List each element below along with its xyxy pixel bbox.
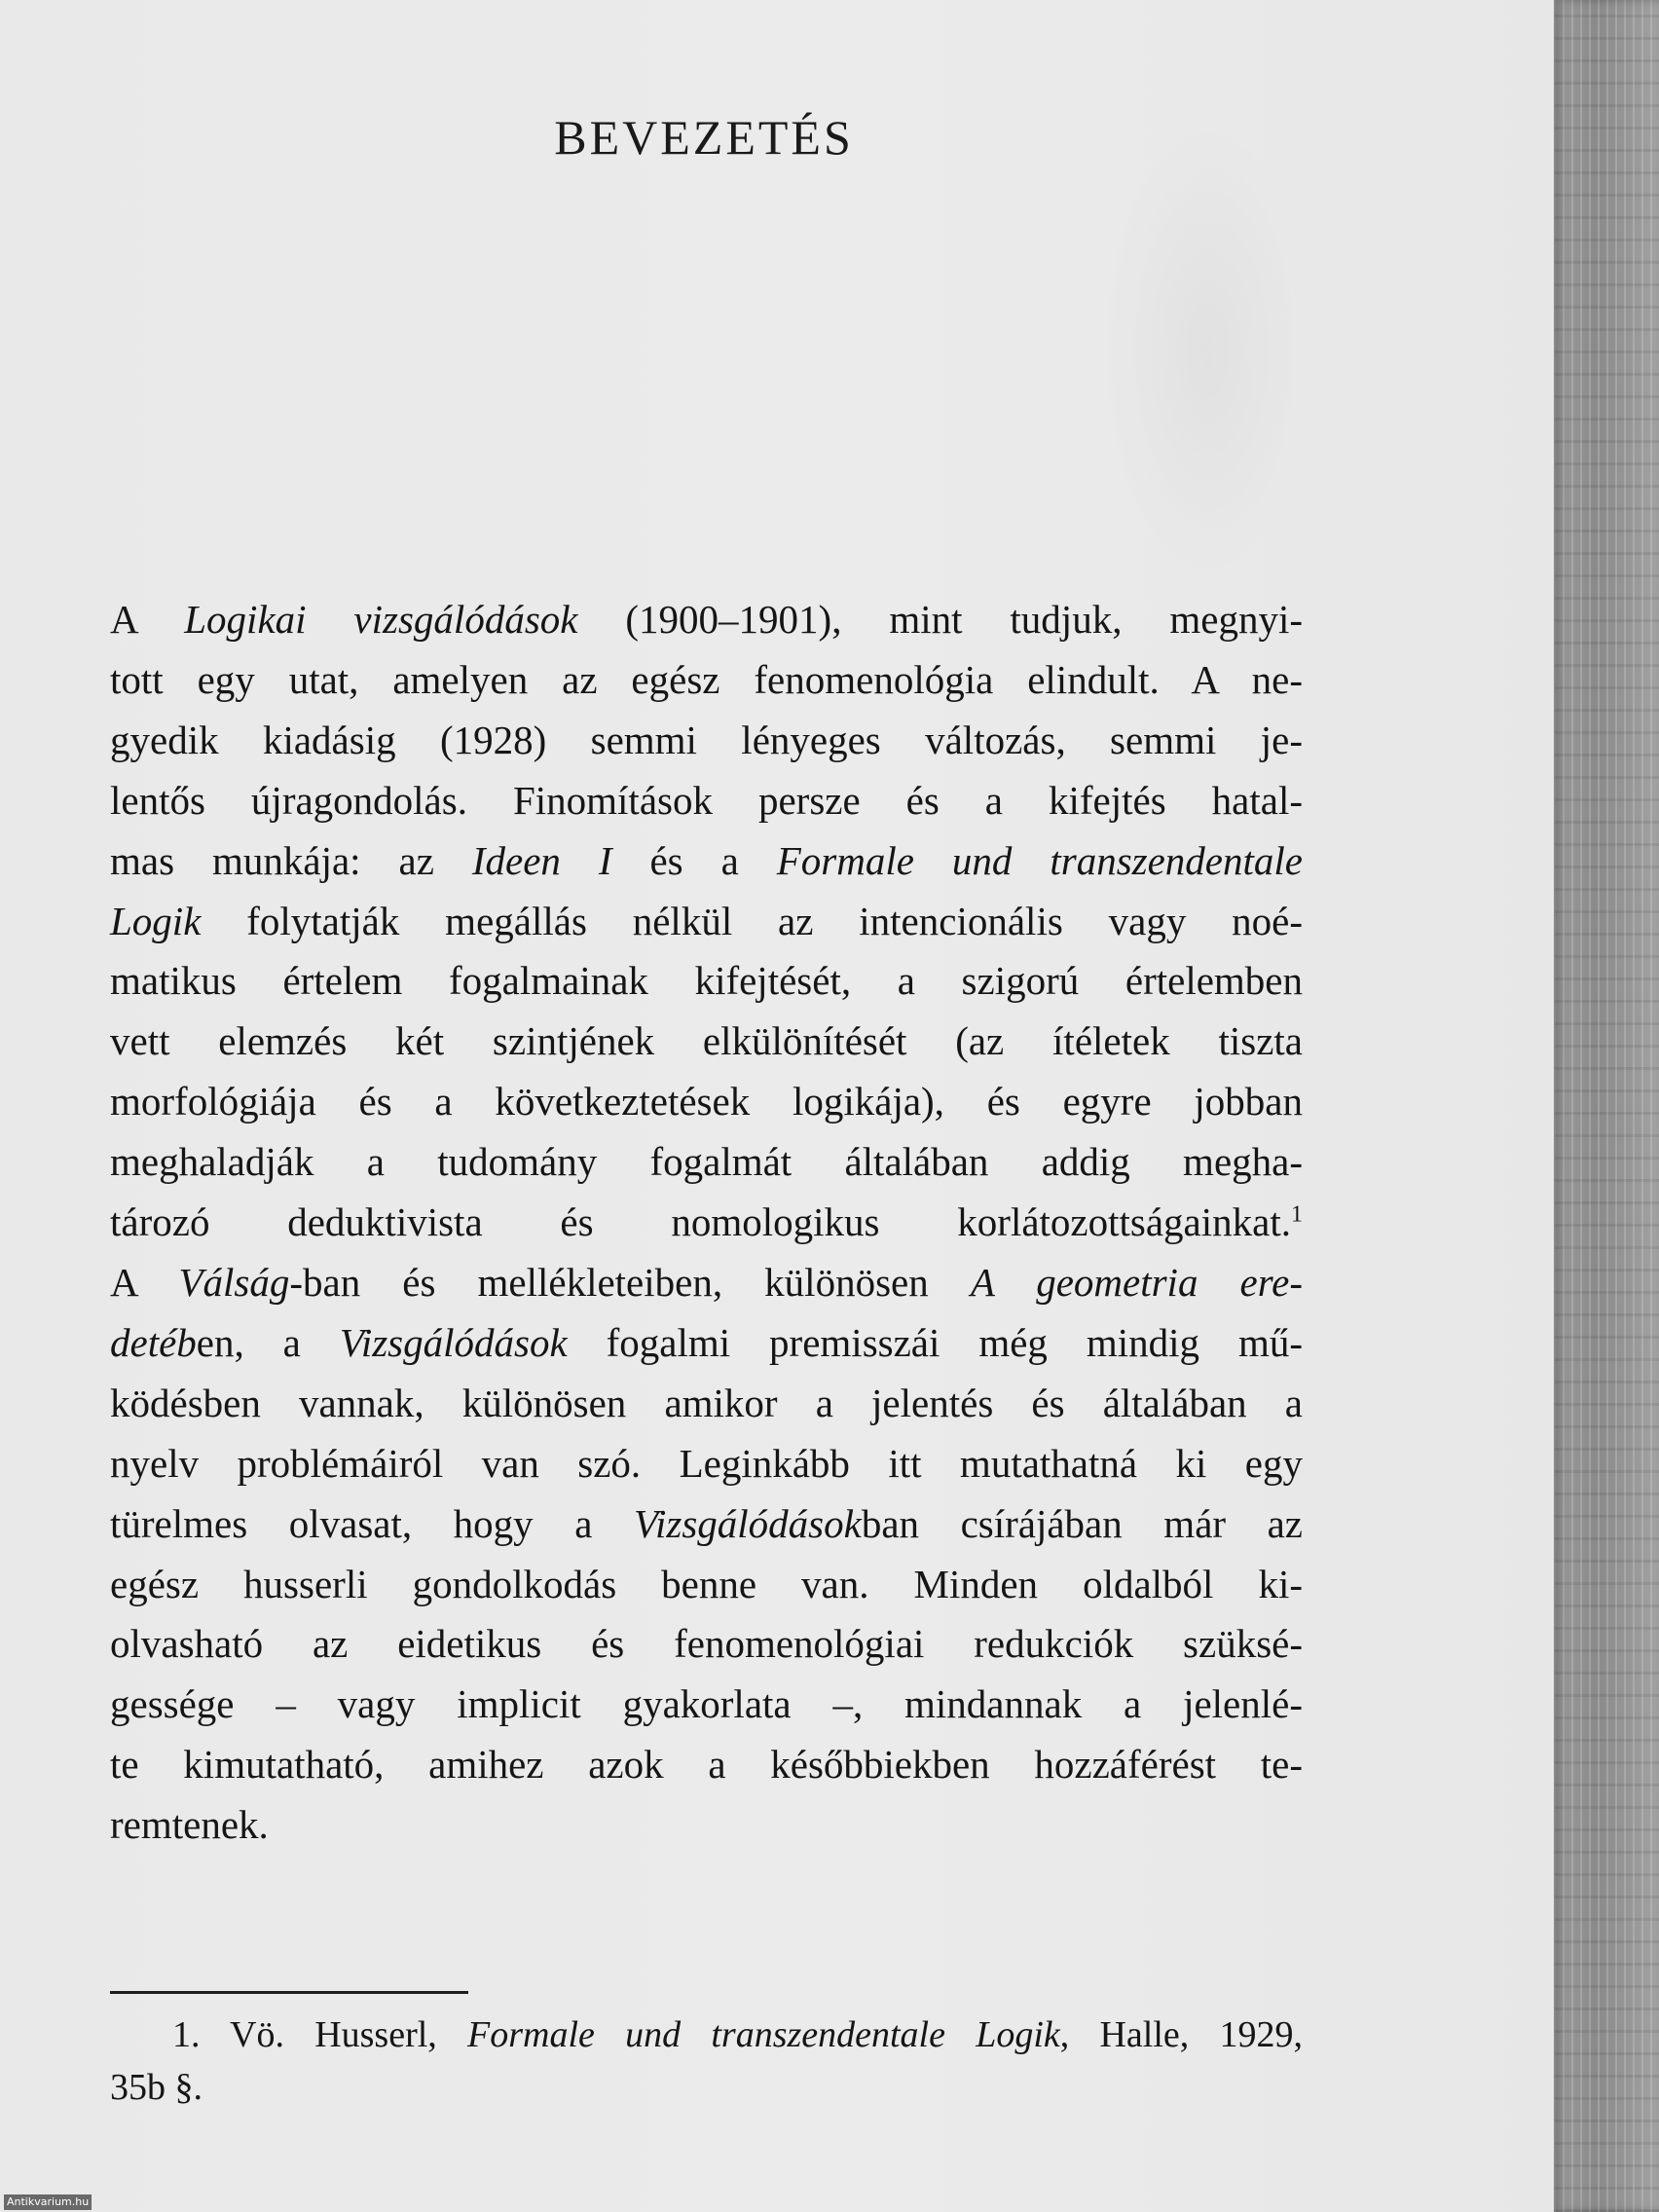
text-run: vett elemzés két szintjének elkülönítését (az ítéletek tiszta [110, 1018, 1303, 1064]
text-run: tározó deduktivista és nomologikus korlátozottságainkat. [110, 1199, 1291, 1245]
italic-title: Formale und transzendentale Logik [467, 2014, 1060, 2055]
paragraph-line [110, 831, 1303, 892]
paragraph-line [110, 1374, 1303, 1434]
paragraph-line [110, 1132, 1303, 1193]
page-stack-edge [1554, 0, 1659, 2212]
italic-title: detéb [110, 1319, 197, 1365]
paragraph-line [110, 1555, 1303, 1615]
text-run: folytatják megállás nélkül az intencionális vagy noé- [201, 898, 1303, 943]
text-run: meghaladják a tudomány fogalmát általában addig megha- [110, 1139, 1303, 1185]
paragraph-line [110, 1675, 1303, 1735]
paragraph-line [110, 1313, 1303, 1374]
text-run: egész husserli gondolkodás benne van. Minden oldalból ki- [110, 1561, 1303, 1606]
text-run: olvasható az eidetikus és fenomenológiai redukciók szüksé- [110, 1621, 1303, 1667]
italic-title: Logik [110, 898, 202, 943]
paragraph-line [110, 771, 1303, 831]
text-run: morfológiája és a következtetések logikája), és egyre jobban [110, 1079, 1303, 1124]
text-run: ban csírájában már az [861, 1500, 1303, 1546]
show-through-shadow [1100, 117, 1314, 584]
text-run: en, a [196, 1319, 340, 1365]
paragraph-line [110, 1494, 1303, 1555]
text-run: matikus értelem fogalmainak kifejtését, a szigorú értelemben [110, 958, 1303, 1004]
paragraph-line [110, 711, 1303, 771]
italic-title: Logikai vizsgálódások [184, 597, 578, 642]
footnote-separator [110, 1991, 468, 1994]
text-run: türelmes olvasat, hogy a [110, 1500, 634, 1546]
italic-title: Válság [178, 1259, 290, 1305]
footnote-line [110, 2061, 1303, 2114]
paragraph-line [110, 650, 1303, 711]
paragraph-line [110, 1072, 1303, 1132]
text-run: fogalmi premisszái még mindig mű- [567, 1319, 1303, 1365]
text-run: tott egy utat, amelyen az egész fenomenológia elindult. A ne- [110, 656, 1303, 702]
paragraph-line [110, 1193, 1303, 1253]
paragraph-line [110, 590, 1303, 650]
paragraph-line [110, 892, 1303, 952]
chapter-heading: BEVEZETÉS [554, 110, 854, 165]
text-run: mas munkája: az [110, 837, 472, 883]
footnote [110, 2009, 1303, 2114]
text-run: remtenek. [110, 1802, 269, 1848]
text-run: és a [611, 837, 777, 883]
text-run: ködésben vannak, különösen amikor a jelentés és általában a [110, 1380, 1303, 1425]
text-run: A [110, 597, 185, 642]
text-run: , Halle, 1929, [1059, 2014, 1304, 2055]
italic-title: A geometria ere- [970, 1259, 1304, 1305]
text-run: te kimutatható, amihez azok a későbbiekben hozzáférést te- [110, 1742, 1303, 1788]
paragraph-line [110, 1012, 1303, 1072]
paragraph-line [110, 1735, 1303, 1795]
text-run: (1900–1901), mint tudjuk, megnyi- [577, 597, 1303, 642]
footnote-line [110, 2009, 1303, 2061]
text-run: gyedik kiadásig (1928) semmi lényeges változás, semmi je- [110, 717, 1303, 762]
paragraph-line [110, 1253, 1303, 1313]
text-run: 35b §. [110, 2067, 203, 2108]
text-run: gessége – vagy implicit gyakorlata –, mindannak a jelenlé- [110, 1681, 1303, 1727]
text-run: lentős újragondolás. Finomítások persze és a kifejtés hatal- [110, 777, 1303, 823]
watermark: Antikvarium.hu [4, 2194, 92, 2210]
footnote-marker: 1 [1291, 1201, 1303, 1228]
paragraph-line [110, 1614, 1303, 1675]
italic-title: Vizsgálódások [633, 1500, 862, 1546]
text-run: A [110, 1259, 179, 1305]
paragraph-line [110, 951, 1303, 1012]
paragraph-line [110, 1434, 1303, 1494]
italic-title: Vizsgálódások [339, 1319, 568, 1365]
paragraph-line [110, 1795, 1303, 1856]
body-paragraph [110, 590, 1303, 1856]
text-run: 1. Vö. Husserl, [172, 2014, 468, 2055]
italic-title: Formale und transzendentale [776, 837, 1303, 883]
text-run: nyelv problémáiról van szó. Leginkább itt mutathatná ki egy [110, 1440, 1303, 1486]
text-run: -ban és mellékleteiben, különösen [289, 1259, 971, 1305]
italic-title: Ideen I [471, 837, 612, 883]
